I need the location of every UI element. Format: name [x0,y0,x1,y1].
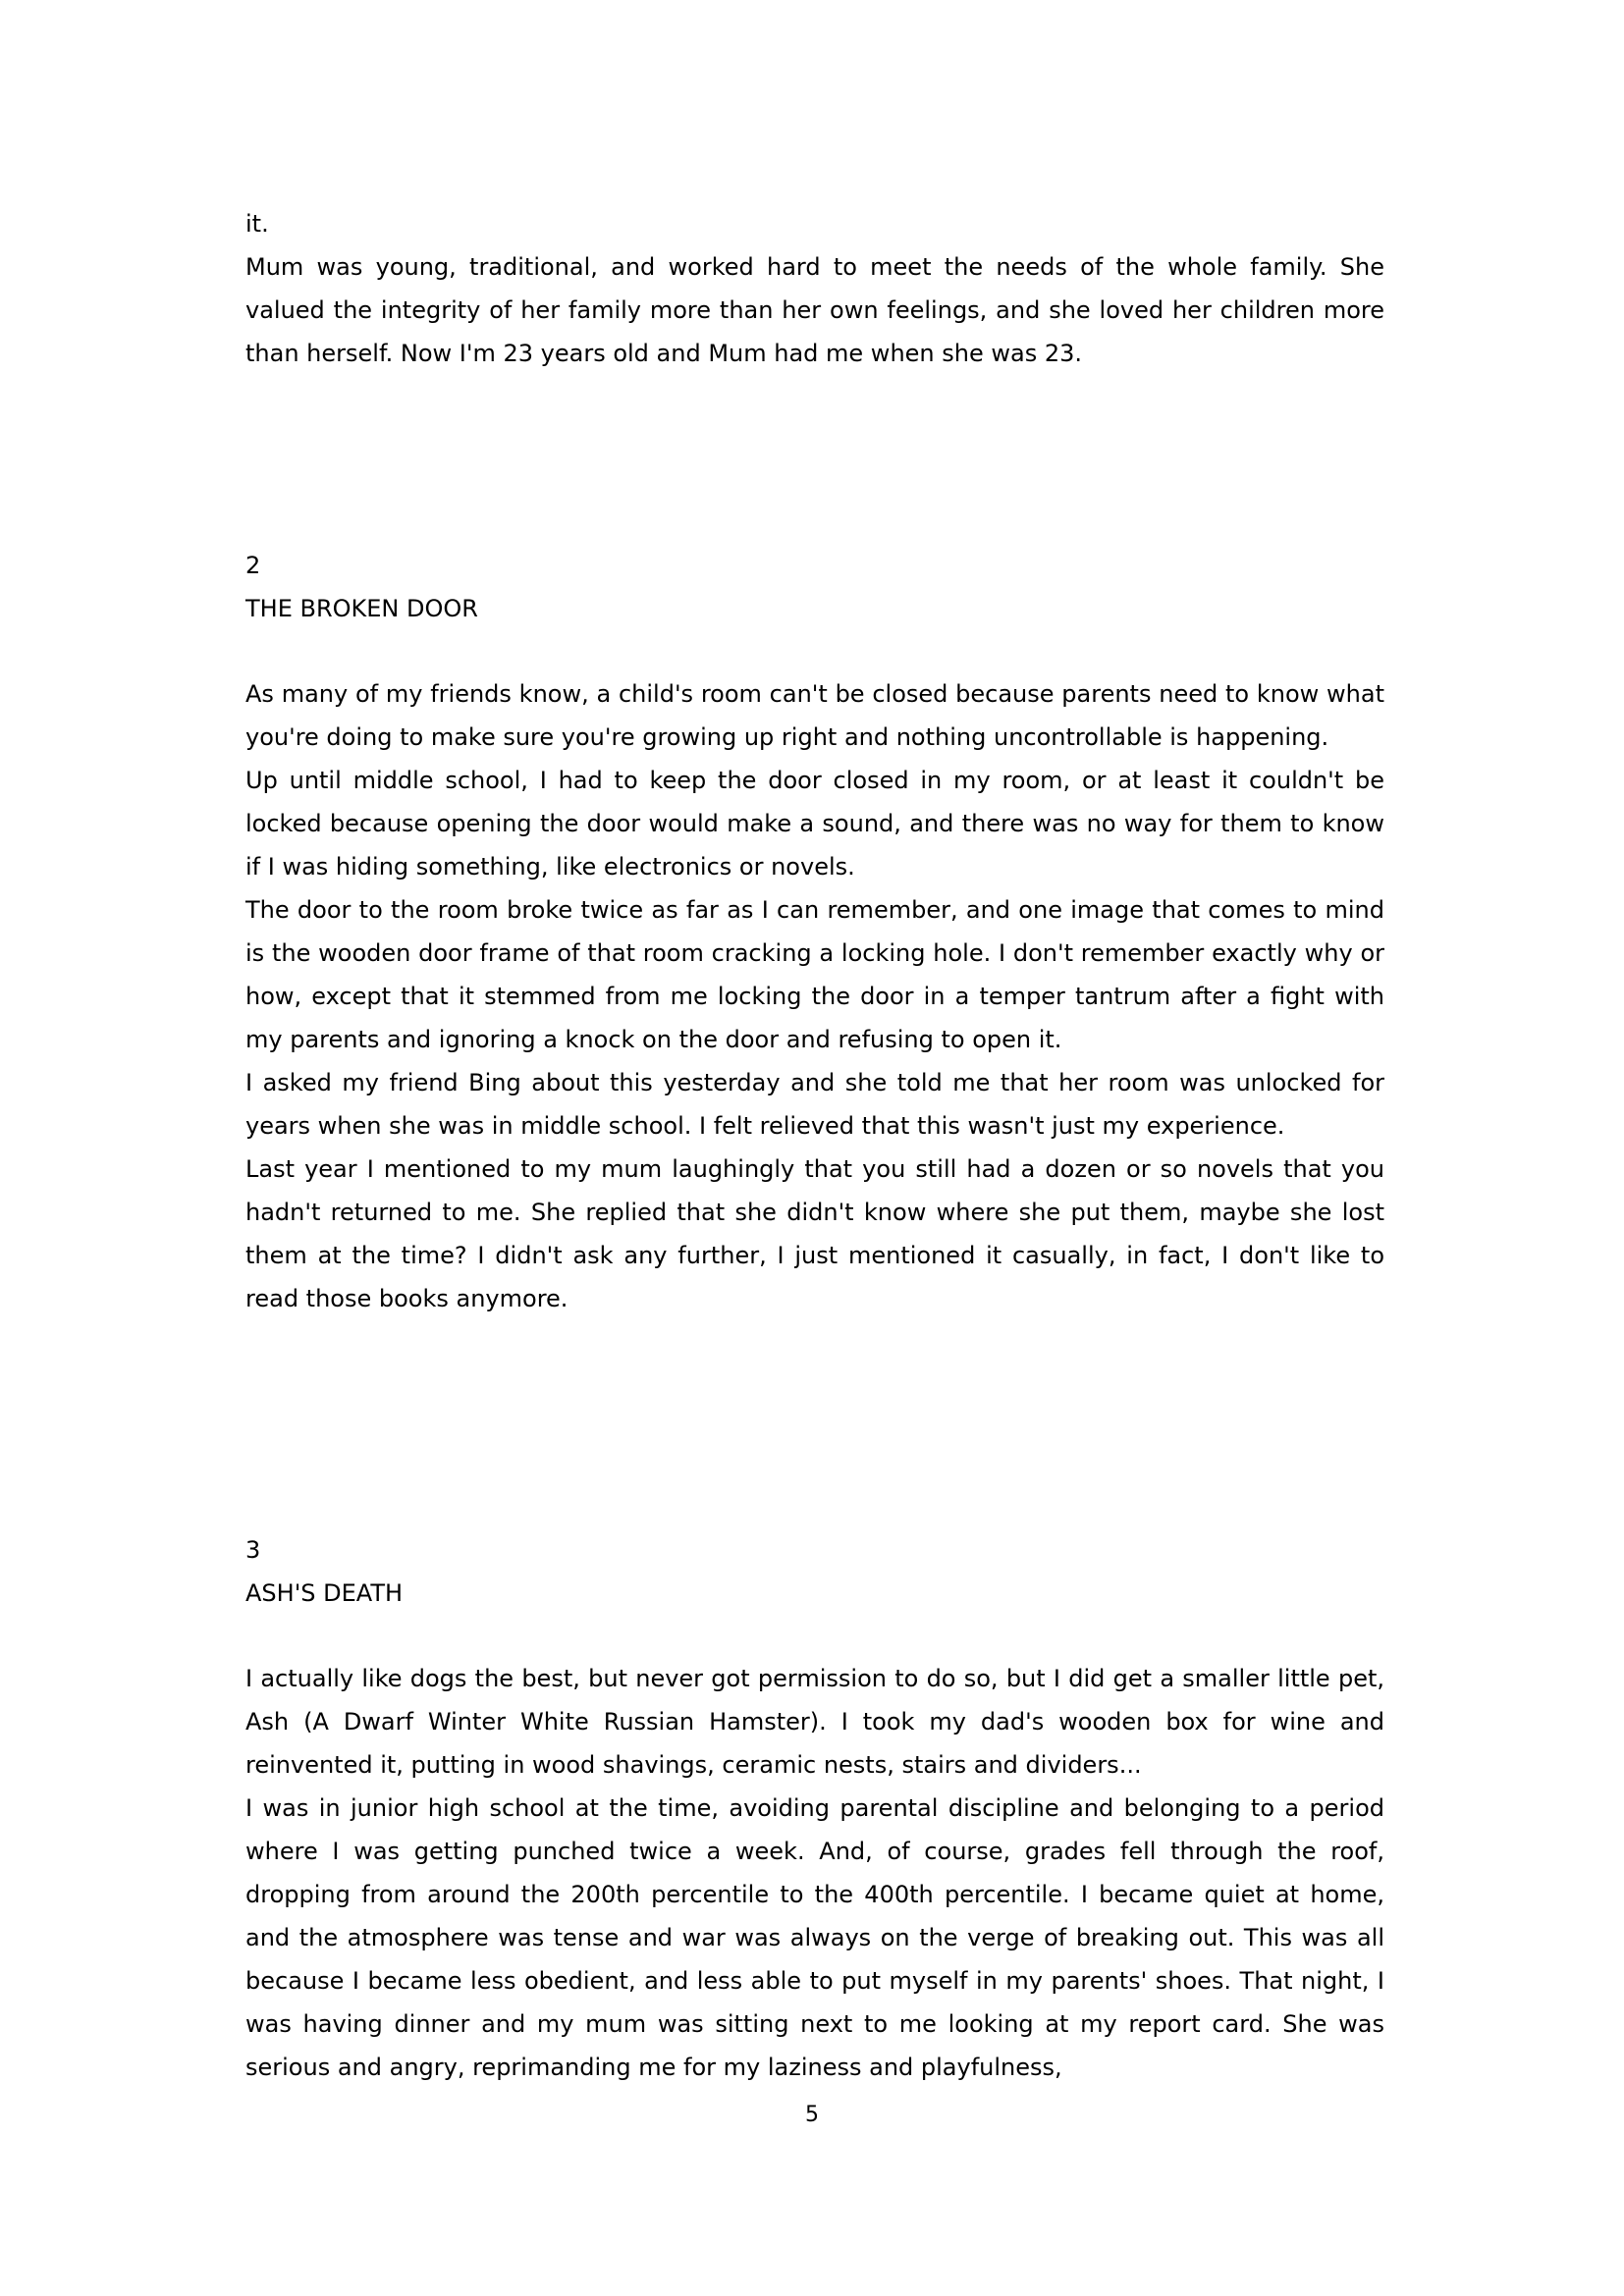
paragraph: I was in junior high school at the time, avoiding parental discipline and belonging to a period where I was getting punched twice a week. And, of course, grades fell through the roof, dropping from around the 200th percentile to the 400th percentile. I became quiet at home, and the atmosphere was tense and war was always on the verge of breaking out. This was all because I became less obedient, and less able to put myself in my parents' shoes. That night, I was having dinner and my mum was sitting next to me looking at my report card. She was serious and angry, reprimanding me for my laziness and playfulness, [245,1794,1384,2081]
chapter-3-body [245,1657,1384,2089]
paragraph: I actually like dogs the best, but never got permission to do so, but I did get a smaller little pet, Ash (A Dwarf Winter White Russian Hamster). I took my dad's wooden box for wine and reinvented it, putting in wood shavings, ceramic nests, stairs and dividers... [245,1665,1384,1779]
paragraph: The door to the room broke twice as far as I can remember, and one image that comes to mind is the wooden door frame of that room cracking a locking hole. I don't remember exactly why or how, except that it stemmed from me locking the door in a temper tantrum after a fight with my parents and ignoring a knock on the door and refusing to open it. [245,896,1384,1053]
chapter-3 [245,1528,1384,1615]
chapter-2 [245,544,1384,630]
chapter-2-body [245,672,1384,1320]
paragraph: As many of my friends know, a child's room can't be closed because parents need to know what you're doing to make sure you're growing up right and nothing uncontrollable is happening. [245,680,1384,751]
chapter-number: 3 [245,1536,261,1564]
page-number: 5 [805,2103,819,2127]
paragraph: Last year I mentioned to my mum laughingly that you still had a dozen or so novels that you hadn't returned to me. She replied that she didn't know where she put them, maybe she lost them at the time? I didn't ask any further, I just mentioned it casually, in fact, I don't like to read those books anymore. [245,1155,1384,1312]
paragraph: Mum was young, traditional, and worked hard to meet the needs of the whole family. She valued the integrity of her family more than her own feelings, and she loved her children more than herself. Now I'm 23 years old and Mum had me when she was 23. [245,253,1384,367]
document-page [245,0,1384,2296]
paragraph: Up until middle school, I had to keep the door closed in my room, or at least it couldn't be locked because opening the door would make a sound, and there was no way for them to know if I was hiding something, like electronics or novels. [245,767,1384,881]
paragraph: it. [245,210,269,238]
chapter-number: 2 [245,552,261,579]
opening-section [245,202,1384,375]
chapter-title: ASH'S DEATH [245,1579,404,1607]
paragraph: I asked my friend Bing about this yesterday and she told me that her room was unlocked for years when she was in middle school. I felt relieved that this wasn't just my experience. [245,1069,1384,1140]
chapter-title: THE BROKEN DOOR [245,595,478,622]
